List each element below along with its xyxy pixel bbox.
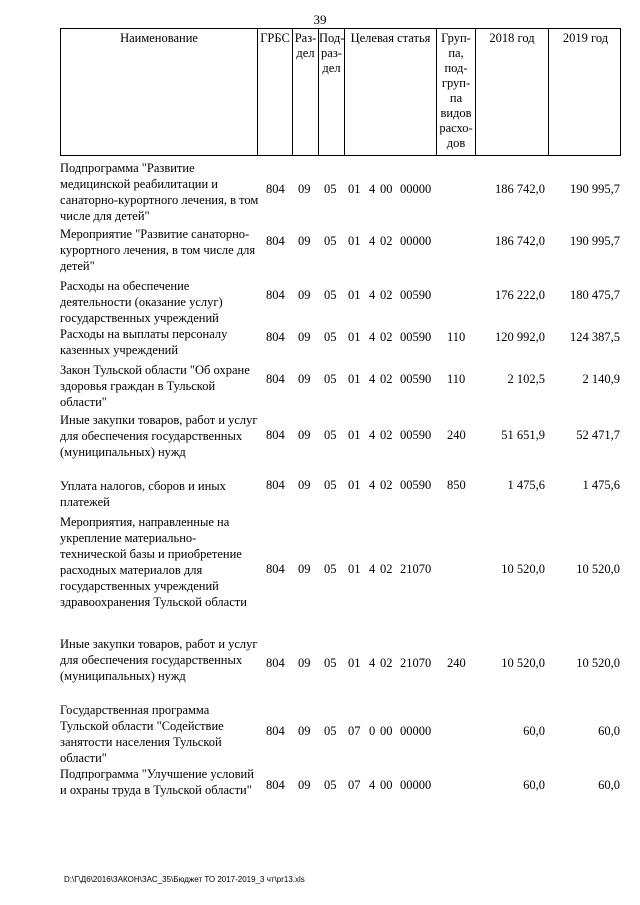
- cell-2018: 10 520,0: [501, 656, 545, 670]
- row-name: Уплата налогов, сборов и иных платежей: [60, 479, 226, 509]
- cell-cs1: 07: [348, 724, 361, 738]
- row-name: Подпрограмма "Улучшение условий и охраны труда в Тульской области": [60, 767, 254, 797]
- cell-grbs: 804: [266, 562, 285, 576]
- cell-vr: 240: [447, 656, 466, 670]
- cell-razdel: 09: [298, 478, 311, 492]
- header-grbs: ГРБС: [258, 29, 293, 155]
- row-name: Иные закупки товаров, работ и услуг для обеспечения государственных (муниципальных) нужд: [60, 637, 258, 683]
- cell-cs4: 00590: [400, 288, 432, 302]
- cell-2018: 120 992,0: [495, 330, 545, 344]
- cell-cs3: 02: [380, 478, 393, 492]
- cell-razdel: 09: [298, 182, 311, 196]
- cell-2019: 60,0: [598, 724, 620, 738]
- cell-2018: 60,0: [523, 724, 545, 738]
- cell-cs4: 00000: [400, 778, 432, 792]
- cell-2019: 1 475,6: [582, 478, 620, 492]
- cell-cs3: 02: [380, 372, 393, 386]
- row-name: Подпрограмма "Развитие медицинской реабилитации и санаторно-курортного лечения, в том числе для детей": [60, 161, 259, 223]
- file-path-footer: D:\Г\Д6\2016\ЗАКОН\ЗАС_35\Бюджет ТО 2017-2019_3 чт\рr13.xls: [64, 875, 305, 884]
- cell-cs3: 00: [380, 182, 393, 196]
- header-group: Груп- па, под- груп- па видов расхо- дов: [437, 29, 476, 155]
- cell-cs1: 01: [348, 330, 361, 344]
- cell-cs4: 00590: [400, 428, 432, 442]
- cell-2019: 52 471,7: [576, 428, 620, 442]
- cell-cs2: 4: [369, 428, 376, 442]
- cell-razdel: 09: [298, 562, 311, 576]
- cell-2018: 186 742,0: [495, 182, 545, 196]
- cell-razdel: 09: [298, 372, 311, 386]
- cell-grbs: 804: [266, 182, 285, 196]
- cell-podrazdel: 05: [324, 478, 337, 492]
- row-name: Мероприятия, направленные на укрепление материально-технической базы и приобретение расходных материалов для государственных учреждений здравоохранения Тульской области: [60, 515, 247, 609]
- cell-2018: 2 102,5: [507, 372, 545, 386]
- cell-cs1: 01: [348, 234, 361, 248]
- row-name: Расходы на выплаты персоналу казенных учреждений: [60, 327, 228, 357]
- cell-2018: 186 742,0: [495, 234, 545, 248]
- cell-vr: 850: [447, 478, 466, 492]
- cell-cs3: 02: [380, 288, 393, 302]
- cell-razdel: 09: [298, 234, 311, 248]
- header-2018: 2018 год: [476, 29, 549, 155]
- cell-vr: 240: [447, 428, 466, 442]
- table-header: [60, 28, 621, 156]
- cell-cs3: 02: [380, 234, 393, 248]
- cell-cs3: 00: [380, 778, 393, 792]
- cell-cs1: 07: [348, 778, 361, 792]
- cell-razdel: 09: [298, 778, 311, 792]
- cell-razdel: 09: [298, 288, 311, 302]
- cell-podrazdel: 05: [324, 778, 337, 792]
- cell-podrazdel: 05: [324, 562, 337, 576]
- cell-2019: 10 520,0: [576, 656, 620, 670]
- cell-vr: 110: [447, 330, 466, 344]
- cell-razdel: 09: [298, 656, 311, 670]
- cell-cs2: 4: [369, 372, 376, 386]
- cell-cs4: 21070: [400, 562, 432, 576]
- row-name: Государственная программа Тульской области "Содействие занятости населения Тульской области": [60, 703, 224, 765]
- cell-grbs: 804: [266, 330, 285, 344]
- cell-cs2: 4: [369, 656, 376, 670]
- cell-2018: 60,0: [523, 778, 545, 792]
- cell-podrazdel: 05: [324, 182, 337, 196]
- cell-razdel: 09: [298, 724, 311, 738]
- header-razdel: Раз- дел: [293, 29, 319, 155]
- cell-razdel: 09: [298, 330, 311, 344]
- cell-cs2: 4: [369, 562, 376, 576]
- header-2019: 2019 год: [562, 31, 609, 45]
- cell-cs4: 00590: [400, 372, 432, 386]
- cell-cs3: 00: [380, 724, 393, 738]
- cell-cs2: 4: [369, 234, 376, 248]
- cell-cs1: 01: [348, 182, 361, 196]
- cell-cs2: 4: [369, 182, 376, 196]
- cell-cs1: 01: [348, 478, 361, 492]
- cell-cs4: 00590: [400, 478, 432, 492]
- cell-grbs: 804: [266, 428, 285, 442]
- cell-cs3: 02: [380, 562, 393, 576]
- cell-podrazdel: 05: [324, 656, 337, 670]
- cell-cs2: 4: [369, 778, 376, 792]
- cell-podrazdel: 05: [324, 288, 337, 302]
- cell-cs2: 4: [369, 478, 376, 492]
- cell-cs1: 01: [348, 656, 361, 670]
- cell-grbs: 804: [266, 656, 285, 670]
- cell-podrazdel: 05: [324, 234, 337, 248]
- cell-cs4: 00000: [400, 234, 432, 248]
- cell-podrazdel: 05: [324, 372, 337, 386]
- cell-grbs: 804: [266, 778, 285, 792]
- cell-2018: 1 475,6: [507, 478, 545, 492]
- cell-podrazdel: 05: [324, 428, 337, 442]
- cell-cs2: 4: [369, 330, 376, 344]
- cell-2019: 190 995,7: [570, 182, 620, 196]
- cell-grbs: 804: [266, 288, 285, 302]
- cell-grbs: 804: [266, 724, 285, 738]
- cell-vr: 110: [447, 372, 466, 386]
- cell-cs3: 02: [380, 330, 393, 344]
- row-name: Мероприятие "Развитие санаторно-курортного лечения, в том числе для детей": [60, 227, 256, 273]
- cell-podrazdel: 05: [324, 330, 337, 344]
- cell-cs3: 02: [380, 428, 393, 442]
- row-name: Закон Тульской области "Об охране здоровья граждан в Тульской области": [60, 363, 250, 409]
- header-target: Целевая статья: [345, 29, 437, 155]
- cell-razdel: 09: [298, 428, 311, 442]
- cell-cs1: 01: [348, 288, 361, 302]
- cell-cs1: 01: [348, 428, 361, 442]
- row-name: Расходы на обеспечение деятельности (оказание услуг) государственных учреждений: [60, 279, 223, 325]
- cell-2019: 124 387,5: [570, 330, 620, 344]
- cell-cs2: 0: [369, 724, 376, 738]
- cell-grbs: 804: [266, 234, 285, 248]
- cell-cs4: 00000: [400, 182, 432, 196]
- cell-cs2: 4: [369, 288, 376, 302]
- cell-2019: 60,0: [598, 778, 620, 792]
- cell-2018: 51 651,9: [501, 428, 545, 442]
- cell-cs4: 21070: [400, 656, 432, 670]
- page-number: 39: [313, 12, 327, 27]
- cell-grbs: 804: [266, 478, 285, 492]
- cell-podrazdel: 05: [324, 724, 337, 738]
- header-name: Наименование: [61, 29, 258, 155]
- cell-2018: 10 520,0: [501, 562, 545, 576]
- cell-cs3: 02: [380, 656, 393, 670]
- cell-2019: 180 475,7: [570, 288, 620, 302]
- cell-grbs: 804: [266, 372, 285, 386]
- cell-cs1: 01: [348, 372, 361, 386]
- row-name: Иные закупки товаров, работ и услуг для обеспечения государственных (муниципальных) нужд: [60, 413, 258, 459]
- header-podrazdel: Под- раз- дел: [319, 29, 345, 155]
- cell-cs4: 00000: [400, 724, 432, 738]
- cell-2019: 10 520,0: [576, 562, 620, 576]
- cell-2019: 190 995,7: [570, 234, 620, 248]
- cell-2018: 176 222,0: [495, 288, 545, 302]
- cell-cs1: 01: [348, 562, 361, 576]
- cell-cs4: 00590: [400, 330, 432, 344]
- cell-2019: 2 140,9: [582, 372, 620, 386]
